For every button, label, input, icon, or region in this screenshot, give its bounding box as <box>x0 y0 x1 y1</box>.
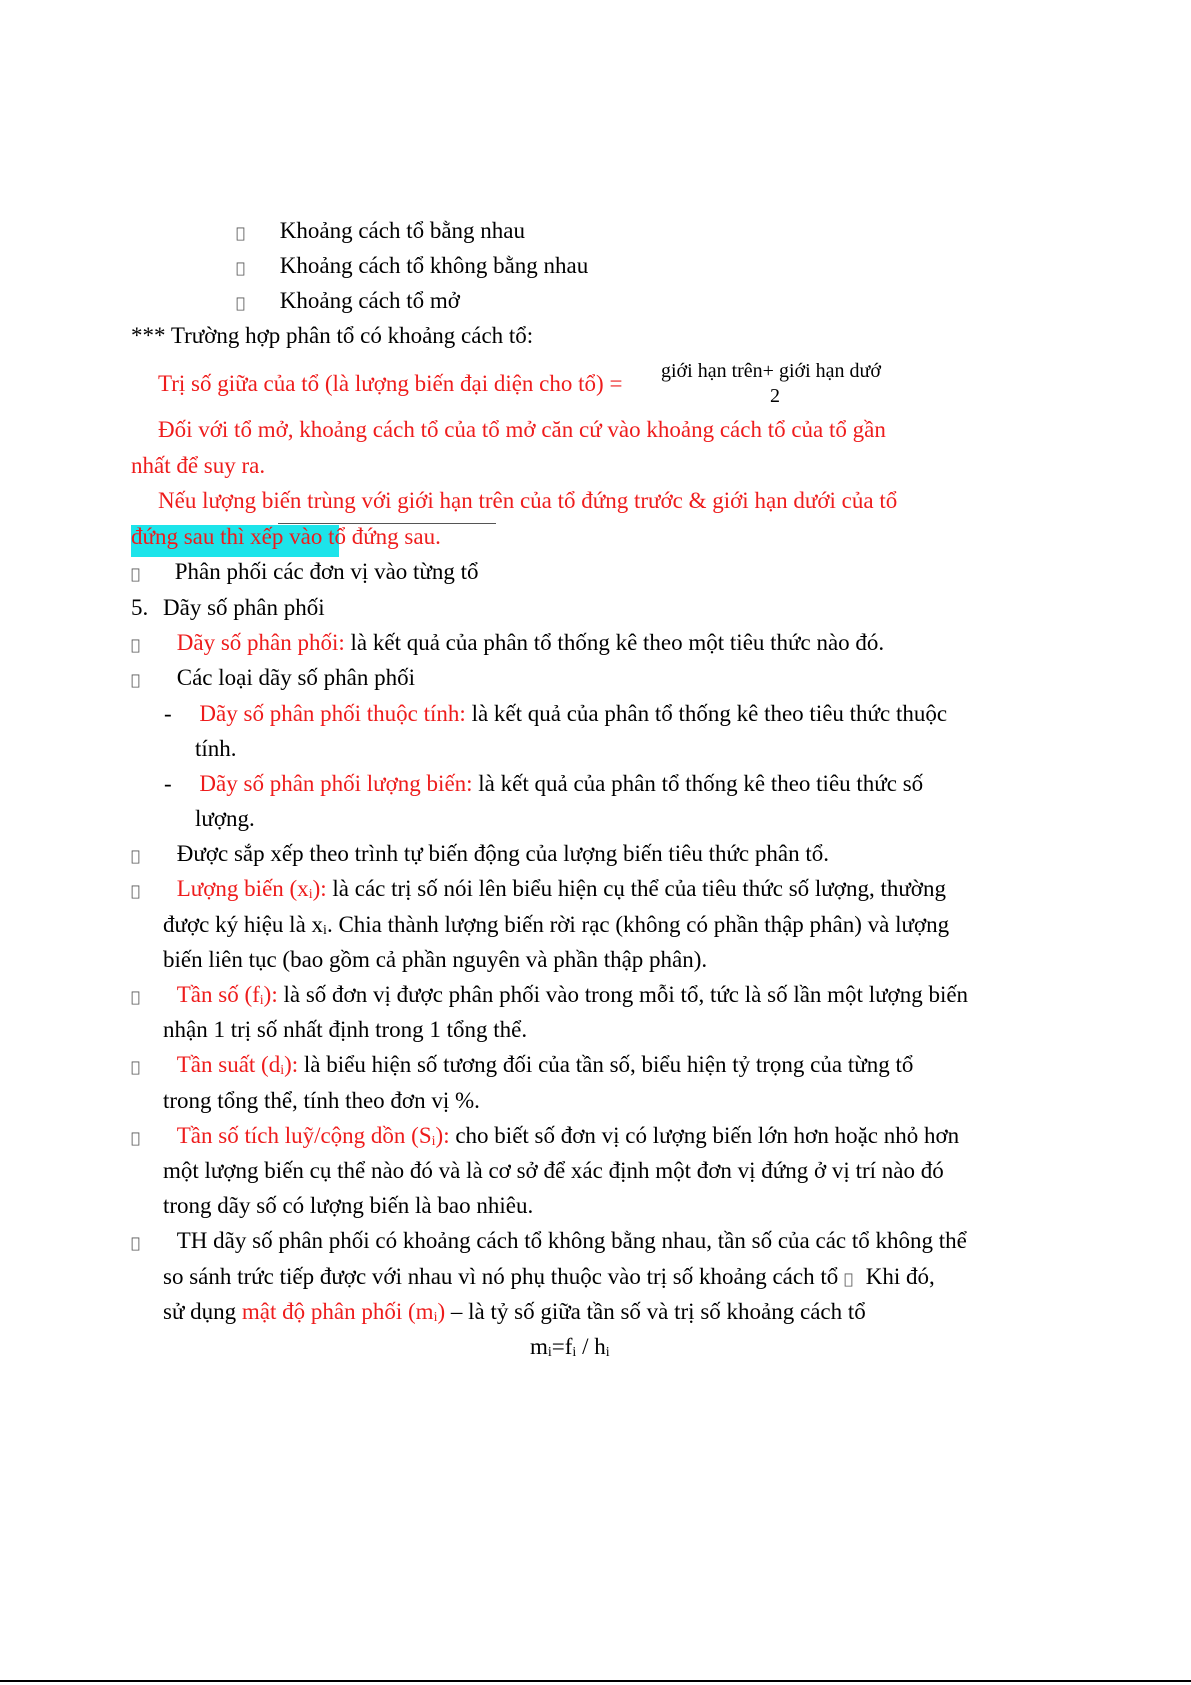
checkbox-glyph-icon <box>236 288 252 318</box>
continuation: sử dụng mật độ phân phối $(m_i)$ – là tỷ số giữa tần số và trị số khoảng cách tổ <box>163 1299 866 1325</box>
midpoint-denominator: 2 <box>770 385 780 407</box>
interval-item <box>236 216 525 248</box>
sub-list-item <box>164 699 947 729</box>
arrow-bullet-icon <box>131 841 147 871</box>
section-title: Dãy số phân phối <box>163 595 325 620</box>
term: Dãy số phân phối: <box>176 630 345 655</box>
interval-equal: Khoảng cách tổ bằng nhau <box>279 218 526 243</box>
definition: là kết quả của phân tổ thống kê theo một tiêu thức nào đó. <box>344 630 885 655</box>
definition: là kết quả của phân tổ thống kê theo tiêu thức thuộc <box>465 701 948 726</box>
list-item <box>131 1226 967 1258</box>
checkbox-glyph-icon <box>236 218 252 248</box>
continuation: lượng. <box>195 806 255 831</box>
checkbox-glyph-icon <box>236 253 252 283</box>
midpoint-numerator: giới hạn trên+ giới hạn dướ <box>661 360 881 382</box>
list-item <box>131 839 829 871</box>
arrow-bullet-icon <box>131 1052 147 1082</box>
arrow-bullet-icon <box>131 876 147 906</box>
definition: là số đơn vị được phân phối vào trong mỗi tổ, tức là số lần một lượng biến <box>277 982 969 1007</box>
allocate-text: Phân phối các đơn vị vào từng tổ <box>174 559 479 584</box>
continuation: nhận 1 trị số nhất định trong 1 tổng thể. <box>163 1017 528 1042</box>
continuation: biến liên tục (bao gồm cả phần nguyên và phần thập phân). <box>163 947 708 972</box>
list-item <box>131 628 884 660</box>
interval-open: Khoảng cách tổ mở <box>279 288 460 313</box>
dash: - <box>164 771 172 796</box>
term: Dãy số phân phối thuộc tính: <box>199 701 466 726</box>
interval-item <box>236 286 460 318</box>
continuation: một lượng biến cụ thể nào đó và là cơ sở để xác định một đơn vị đứng ở vị trí nào đó <box>163 1158 944 1183</box>
term: Tần suất $(d_i)$: <box>176 1052 299 1078</box>
continuation: tính. <box>195 736 237 761</box>
definition: là kết quả của phân tổ thống kê theo tiêu thức số <box>472 771 924 796</box>
list-item <box>131 663 415 695</box>
continuation: được ký hiệu là $x_i$. Chia thành lượng biến rời rạc (không có phần thập phân) và lượng <box>163 912 950 938</box>
density-formula: $m_i=f_i / h_i$ <box>530 1334 610 1360</box>
section-heading <box>131 593 325 623</box>
allocate-item <box>131 557 479 589</box>
definition: là các trị số nói lên biểu hiện cụ thể của tiêu thức số lượng, thường <box>326 876 946 901</box>
list-item <box>131 1121 959 1153</box>
sub-list-item <box>164 769 923 799</box>
definition: TH dãy số phân phối có khoảng cách tổ không bằng nhau, tần số của các tổ không thể <box>176 1228 967 1253</box>
arranged-text: Được sắp xếp theo trình tự biến động của lượng biến tiêu thức phân tổ. <box>176 841 829 866</box>
list-item <box>131 980 968 1012</box>
dash: - <box>164 701 172 726</box>
term: Tần số tích luỹ/cộng dồn $(S_i)$: <box>176 1123 450 1149</box>
term: Dãy số phân phối lượng biến: <box>199 771 473 796</box>
open-note-line2: nhất để suy ra. <box>131 453 266 478</box>
arrow-bullet-icon <box>131 630 147 660</box>
definition: cho biết số đơn vị có lượng biến lớn hơn hoặc nhỏ hơn <box>449 1123 960 1148</box>
section-number: 5. <box>131 595 149 620</box>
midpoint-label: Trị số giữa của tổ (là lượng biến đại diện cho tổ) = <box>158 371 623 396</box>
definition: là biểu hiện số tương đối của tần số, biểu hiện tỷ trọng của từng tổ <box>298 1052 914 1077</box>
term: Tần số $(f_i)$: <box>176 982 278 1008</box>
types-heading: Các loại dãy số phân phối <box>176 665 416 690</box>
continuation: so sánh trức tiếp được với nhau vì nó phụ thuộc vào trị số khoảng cách tổ Khi đó, <box>163 1262 935 1294</box>
checkbox-glyph-icon <box>131 559 147 589</box>
continuation: trong dãy số có lượng biến là bao nhiêu. <box>163 1193 534 1218</box>
boundary-note-line1: Nếu lượng biến trùng với giới hạn trên của tổ đứng trước & giới hạn dưới của tổ <box>158 488 898 513</box>
interval-unequal: Khoảng cách tổ không bằng nhau <box>279 253 589 278</box>
list-item <box>131 874 946 906</box>
interval-item <box>236 251 588 283</box>
page-bottom-rule <box>0 1680 1191 1682</box>
term: Lượng biến $(x_i)$: <box>176 876 327 902</box>
arrow-bullet-icon <box>131 1228 147 1258</box>
arrow-bullet-icon <box>131 1123 147 1153</box>
open-note-line1: Đối với tổ mở, khoảng cách tổ của tổ mở căn cứ vào khoảng cách tổ của tổ gần <box>158 417 886 442</box>
arrow-right-icon <box>844 1264 860 1294</box>
arrow-bullet-icon <box>131 665 147 695</box>
term: mật độ phân phối $(m_i)$ <box>241 1299 446 1325</box>
continuation: trong tổng thể, tính theo đơn vị %. <box>163 1088 480 1113</box>
list-item <box>131 1050 913 1082</box>
boundary-note-line2: đứng sau thì xếp vào tổ đứng sau. <box>131 524 441 549</box>
case-heading: *** Trường hợp phân tổ có khoảng cách tổ: <box>131 323 534 348</box>
arrow-bullet-icon <box>131 982 147 1012</box>
